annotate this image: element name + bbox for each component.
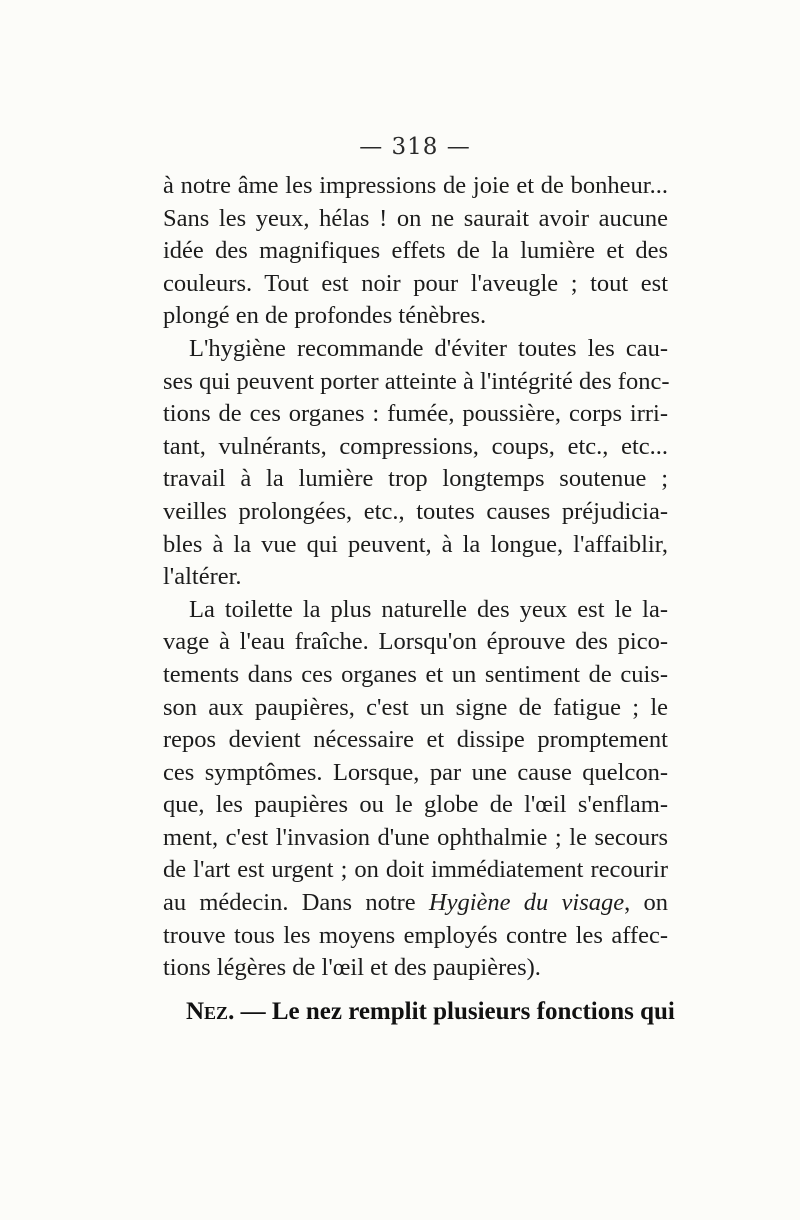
paragraph-2 — [163, 333, 668, 594]
text-line: L'hygiène recommande d'éviter toutes les cau- — [189, 334, 668, 362]
text-line: ment, c'est l'invasion d'une ophthalmie ; le secours — [163, 823, 668, 851]
paragraph-1 — [163, 170, 668, 333]
text-line: tions de ces organes : fumée, poussière, corps irri- — [163, 400, 668, 428]
text-line: vage à l'eau fraîche. Lorsqu'on éprouve des pico- — [163, 628, 668, 656]
book-title: Hygiène du visage — [428, 889, 625, 917]
text-line: trouve tous les moyens employés contre les affec- — [163, 921, 668, 949]
text-line: ces symptômes. Lorsque, par une cause quelcon- — [163, 758, 668, 786]
section-heading-line — [186, 998, 675, 1026]
text-line: plongé en de profondes ténèbres. — [163, 302, 487, 330]
text-line: à notre âme les impressions de joie et de bonheur... — [163, 172, 668, 199]
section-label: Nez. — [186, 998, 235, 1025]
section-dash: — — [234, 998, 272, 1025]
text-line: travail à la lumière trop longtemps soutenue ; — [163, 465, 668, 493]
text-line: tions légères de l'œil et des paupières). — [163, 954, 541, 982]
section-text: Le nez remplit plusieurs fonctions qui — [271, 998, 675, 1025]
paragraph-3 — [163, 594, 668, 985]
text-line: veilles prolongées, etc., toutes causes préjudicia- — [163, 497, 668, 525]
text-line: son aux paupières, c'est un signe de fatigue ; le — [163, 693, 668, 721]
text-line: bles à la vue qui peuvent, à la longue, l'affaiblir, — [163, 530, 668, 558]
text-line: repos devient nécessaire et dissipe promptement — [163, 726, 668, 754]
text-line: couleurs. Tout est noir pour l'aveugle ; tout est — [163, 269, 668, 297]
text-line-with-italic — [163, 887, 668, 920]
text-line: que, les paupières ou le globe de l'œil s'enflam- — [163, 791, 668, 819]
text-line: l'altérer. — [163, 563, 242, 591]
text-fragment: , on — [624, 889, 669, 917]
text-line: Sans les yeux, hélas ! on ne saurait avoir aucune — [163, 204, 668, 232]
text-fragment: au médecin. Dans notre — [163, 889, 416, 917]
body-text — [163, 170, 668, 985]
page-number: — 318 — — [359, 134, 471, 160]
text-line: idée des magnifiques effets de la lumière et des — [163, 237, 668, 265]
text-line: de l'art est urgent ; on doit immédiatement recourir — [163, 856, 668, 884]
text-line: tements dans ces organes et un sentiment de cuis- — [163, 660, 668, 688]
text-line: La toilette la plus naturelle des yeux est le la- — [189, 595, 668, 623]
text-line: tant, vulnérants, compressions, coups, etc., etc... — [163, 432, 668, 460]
text-line: ses qui peuvent porter atteinte à l'intégrité des fonc- — [163, 367, 670, 395]
